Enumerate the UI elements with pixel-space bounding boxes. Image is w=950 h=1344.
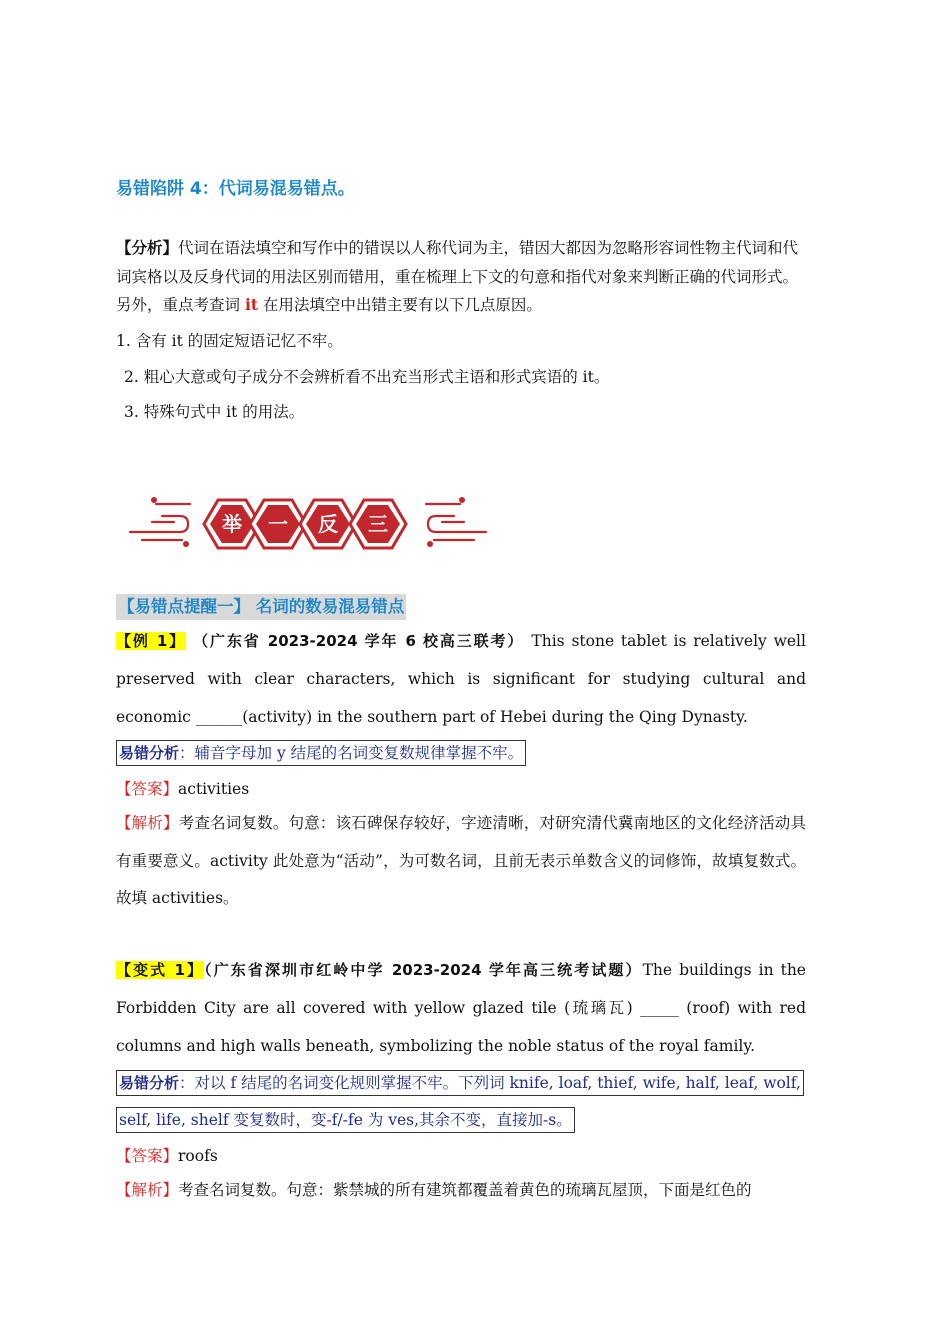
variant1-answer-value: roofs (178, 1147, 218, 1165)
analysis-label: 【分析】 (116, 238, 179, 257)
banner-char-2: 一 (268, 512, 288, 536)
variant1-error-analysis-box-line2 (116, 1107, 575, 1133)
analysis-paragraph (116, 234, 806, 320)
reason-item-1: 1. 含有 it 的固定短语记忆不牢。 (116, 332, 343, 350)
example1-explanation (116, 805, 806, 918)
example1-answer-label: 【答案】 (116, 780, 179, 798)
example1-error-analysis-box (116, 740, 526, 766)
variant1-label: 【变式 1】 (116, 961, 205, 979)
analysis-text-1: 代词在语法填空和写作中的错误以人称代词为主，错因大都因为忽略形容词性物主代词和代词宾格以及反身代词的用法区别而错用，重在梳理上下文的句意和指代对象来判断正确的代词形式。另外，重点考查词 (116, 239, 799, 314)
example1-text: This stone tablet is relatively well preserved with clear characters, which is significant for studying cultural and economic ______(activity) in the southern part of Hebei during the Qing Dynasty. (116, 632, 806, 726)
example1-explain-label: 【解析】 (116, 814, 179, 832)
banner-ju-yi-fan-san (128, 494, 488, 558)
example1-error-label: 易错分析 (119, 744, 180, 762)
variant1-explanation (116, 1172, 806, 1210)
variant1-explain-text: 考查名词复数。句意：紫禁城的所有建筑都覆盖着黄色的琉璃瓦屋顶，下面是红色的 (178, 1181, 752, 1199)
example1-answer-value: activities (178, 780, 250, 798)
banner-right-cloud-ornament (426, 504, 486, 540)
section-title: 易错陷阱 4：代词易混易错点。 (116, 179, 355, 199)
reason-item-2: 2. 粗心大意或句子成分不会辨析看不出充当形式主语和形式宾语的 it。 (124, 368, 610, 386)
variant1-error-analysis-box-line1 (116, 1070, 804, 1096)
variant1-text: The buildings in the Forbidden City are all covered with yellow glazed tile (琉璃瓦) _____ (roof) with red columns and high walls beneath, symbolizing the noble status of the royal family. (116, 961, 806, 1055)
banner-hexagon-3 (300, 500, 356, 548)
banner-left-cloud-ornament (130, 504, 190, 540)
banner-char-4: 三 (368, 512, 388, 536)
analysis-highlight-it: it (244, 295, 258, 314)
variant1-question (116, 951, 806, 1065)
variant1-error-line1: ：对以 f 结尾的名词变化规则掌握不牢。下列词 knife, loaf, thief, wife, half, leaf, wolf, (179, 1074, 801, 1092)
variant1-error-label: 易错分析 (119, 1074, 180, 1092)
reason-item-3: 3. 特殊句式中 it 的用法。 (124, 403, 305, 421)
example1-question (116, 622, 806, 736)
example1-explain-text: 考查名词复数。句意：该石碑保存较好，字迹清晰，对研究清代冀南地区的文化经济活动具有重要意义。activity 此处意为“活动”，为可数名词，且前无表示单数含义的词修饰，故填复数式。故填 activities。 (116, 814, 806, 907)
example1-source: （广东省 2023-2024 学年 6 校高三联考） (186, 632, 532, 650)
variant1-answer (116, 1144, 218, 1166)
banner-char-1: 举 (222, 512, 242, 536)
reminder-heading: 【易错点提醒一】 名词的数易混易错点 (116, 594, 406, 620)
banner-hexagon-2 (250, 500, 306, 548)
example1-label: 【例 1】 (116, 632, 187, 650)
variant1-answer-label: 【答案】 (116, 1147, 179, 1165)
variant1-source: （广东省深圳市红岭中学 2023-2024 学年高三统考试题） (204, 961, 643, 979)
banner-hexagon-4 (350, 500, 406, 548)
banner-char-3: 反 (318, 512, 338, 536)
banner-hexagons (204, 500, 406, 548)
variant1-error-line2: self, life, shelf 变复数时，变-f/-fe 为 ves,其余不变，直接加-s。 (119, 1111, 572, 1129)
example1-answer (116, 777, 249, 799)
variant1-explain-label: 【解析】 (116, 1181, 179, 1199)
example1-error-text: ：辅音字母加 y 结尾的名词变复数规律掌握不牢。 (179, 744, 524, 762)
analysis-text-2: 在用法填空中出错主要有以下几点原因。 (258, 296, 542, 314)
